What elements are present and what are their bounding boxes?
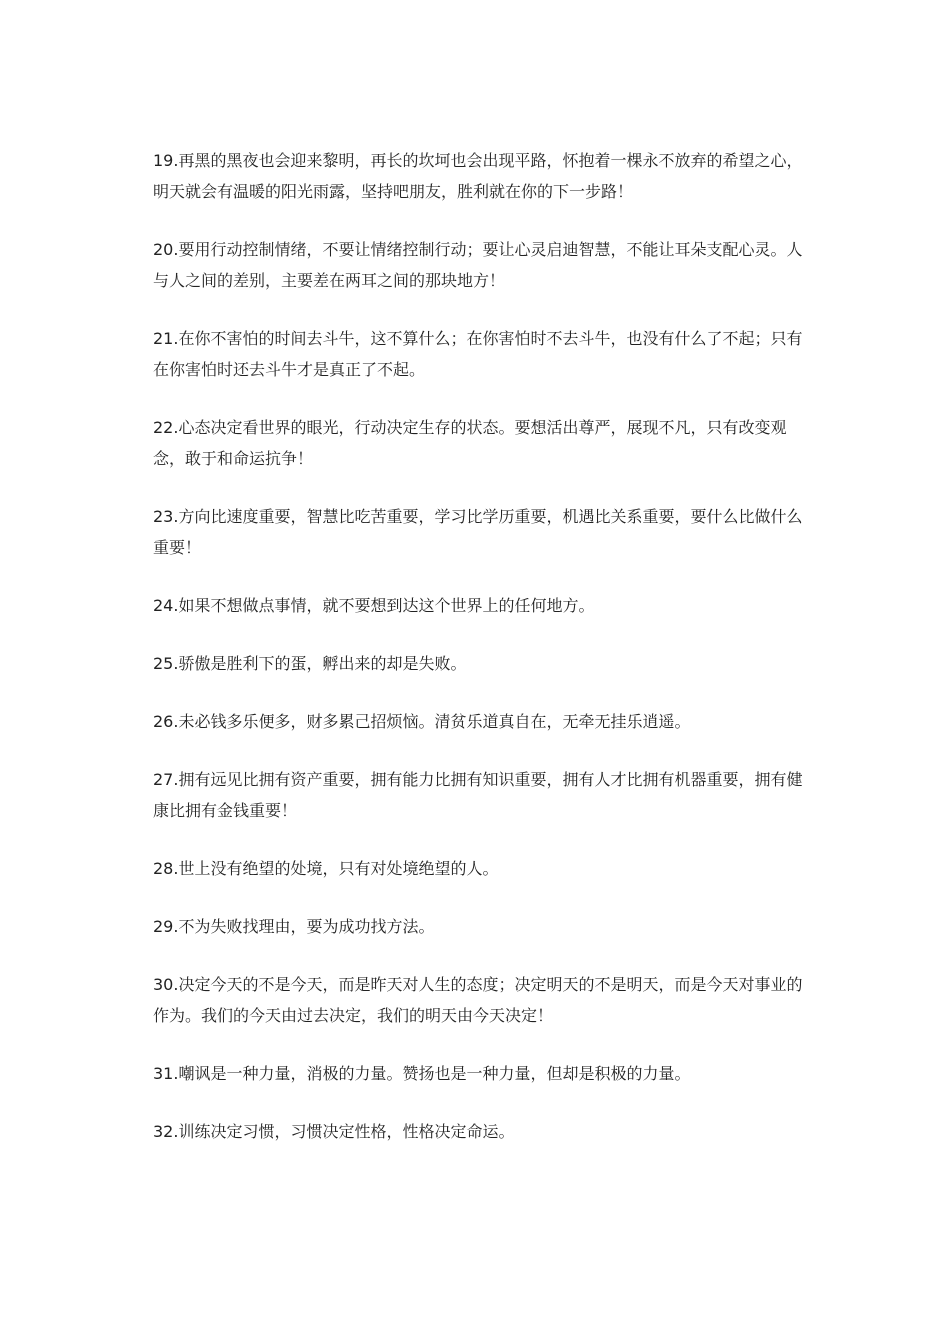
paragraph-22: 22.心态决定看世界的眼光，行动决定生存的状态。要想活出尊严，展现不凡，只有改变观念，敢于和命运抗争！ <box>153 418 787 468</box>
paragraph-19: 19.再黑的黑夜也会迎来黎明，再长的坎坷也会出现平路，怀抱着一棵永不放弃的希望之心，明天就会有温暖的阳光雨露，坚持吧朋友，胜利就在你的下一步路！ <box>153 151 803 201</box>
paragraph-29: 29.不为失败找理由，要为成功找方法。 <box>153 917 435 936</box>
paragraph-28: 28.世上没有绝望的处境，只有对处境绝望的人。 <box>153 859 499 878</box>
paragraph-26: 26.未必钱多乐便多，财多累己招烦恼。清贫乐道真自在，无牵无挂乐逍遥。 <box>153 712 691 731</box>
paragraph-27: 27.拥有远见比拥有资产重要，拥有能力比拥有知识重要，拥有人才比拥有机器重要，拥有健康比拥有金钱重要！ <box>153 770 803 820</box>
paragraph-30: 30.决定今天的不是今天，而是昨天对人生的态度；决定明天的不是明天，而是今天对事业的作为。我们的今天由过去决定，我们的明天由今天决定！ <box>153 975 803 1025</box>
paragraph-20: 20.要用行动控制情绪，不要让情绪控制行动；要让心灵启迪智慧，不能让耳朵支配心灵。人与人之间的差别，主要差在两耳之间的那块地方！ <box>153 240 803 290</box>
paragraph-24: 24.如果不想做点事情，就不要想到达这个世界上的任何地方。 <box>153 596 595 615</box>
paragraph-21: 21.在你不害怕的时间去斗牛，这不算什么；在你害怕时不去斗牛，也没有什么了不起；只有在你害怕时还去斗牛才是真正了不起。 <box>153 329 803 379</box>
paragraph-23: 23.方向比速度重要，智慧比吃苦重要，学习比学历重要，机遇比关系重要，要什么比做什么重要！ <box>153 507 803 557</box>
paragraph-31: 31.嘲讽是一种力量，消极的力量。赞扬也是一种力量，但却是积极的力量。 <box>153 1064 691 1083</box>
paragraph-32: 32.训练决定习惯，习惯决定性格，性格决定命运。 <box>153 1122 515 1141</box>
paragraph-25: 25.骄傲是胜利下的蛋，孵出来的却是失败。 <box>153 654 467 673</box>
document-body <box>153 145 809 1174</box>
